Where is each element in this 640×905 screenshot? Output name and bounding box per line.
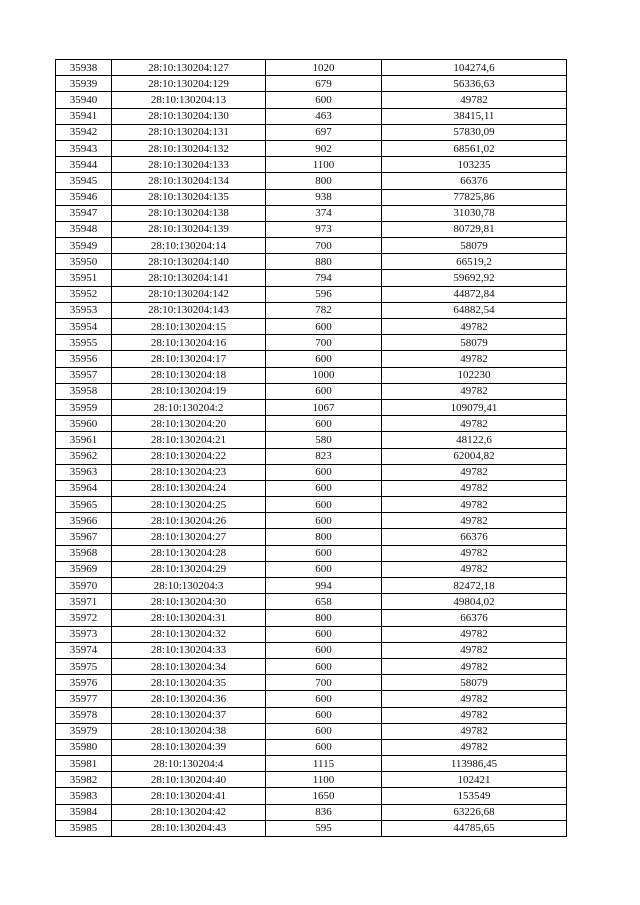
row-number-cell: 35967: [56, 529, 112, 545]
cadastral-value-cell: 57830,09: [382, 124, 567, 140]
area-cell: 600: [266, 497, 382, 513]
cadastral-number-cell: 28:10:130204:16: [112, 335, 266, 351]
table-row: [56, 642, 567, 658]
table-row: [56, 205, 567, 221]
cadastral-value-cell: 58079: [382, 335, 567, 351]
area-cell: 800: [266, 529, 382, 545]
table-row: [56, 319, 567, 335]
row-number-cell: 35978: [56, 707, 112, 723]
area-cell: 1020: [266, 60, 382, 76]
area-cell: 600: [266, 319, 382, 335]
area-cell: 600: [266, 658, 382, 674]
cadastral-value-cell: 49782: [382, 464, 567, 480]
table-row: [56, 416, 567, 432]
cadastral-number-cell: 28:10:130204:130: [112, 108, 266, 124]
table-row: [56, 739, 567, 755]
cadastral-value-cell: 63226,68: [382, 804, 567, 820]
table-row: [56, 578, 567, 594]
row-number-cell: 35969: [56, 561, 112, 577]
area-cell: 600: [266, 464, 382, 480]
table-row: [56, 286, 567, 302]
cadastral-value-cell: 77825,86: [382, 189, 567, 205]
table-row: [56, 60, 567, 76]
row-number-cell: 35983: [56, 788, 112, 804]
cadastral-number-cell: 28:10:130204:28: [112, 545, 266, 561]
area-cell: 600: [266, 513, 382, 529]
row-number-cell: 35947: [56, 205, 112, 221]
cadastral-value-cell: 80729,81: [382, 221, 567, 237]
table-row: [56, 270, 567, 286]
area-cell: 463: [266, 108, 382, 124]
cadastral-number-cell: 28:10:130204:135: [112, 189, 266, 205]
cadastral-value-cell: 49782: [382, 497, 567, 513]
row-number-cell: 35971: [56, 594, 112, 610]
cadastral-value-cell: 49782: [382, 383, 567, 399]
area-cell: 823: [266, 448, 382, 464]
row-number-cell: 35977: [56, 691, 112, 707]
cadastral-number-cell: 28:10:130204:14: [112, 238, 266, 254]
table-row: [56, 351, 567, 367]
area-cell: 1000: [266, 367, 382, 383]
area-cell: 1100: [266, 157, 382, 173]
row-number-cell: 35957: [56, 367, 112, 383]
cadastral-value-cell: 59692,92: [382, 270, 567, 286]
row-number-cell: 35963: [56, 464, 112, 480]
cadastral-number-cell: 28:10:130204:22: [112, 448, 266, 464]
document-page: [55, 59, 566, 837]
cadastral-number-cell: 28:10:130204:43: [112, 820, 266, 836]
area-cell: 600: [266, 92, 382, 108]
row-number-cell: 35960: [56, 416, 112, 432]
cadastral-value-cell: 58079: [382, 238, 567, 254]
row-number-cell: 35966: [56, 513, 112, 529]
table-row: [56, 561, 567, 577]
row-number-cell: 35974: [56, 642, 112, 658]
area-cell: 600: [266, 383, 382, 399]
cadastral-number-cell: 28:10:130204:21: [112, 432, 266, 448]
cadastral-number-cell: 28:10:130204:133: [112, 157, 266, 173]
table-row: [56, 772, 567, 788]
table-row: [56, 432, 567, 448]
row-number-cell: 35961: [56, 432, 112, 448]
row-number-cell: 35956: [56, 351, 112, 367]
cadastral-number-cell: 28:10:130204:4: [112, 756, 266, 772]
row-number-cell: 35945: [56, 173, 112, 189]
row-number-cell: 35984: [56, 804, 112, 820]
cadastral-value-cell: 66376: [382, 610, 567, 626]
row-number-cell: 35951: [56, 270, 112, 286]
cadastral-number-cell: 28:10:130204:140: [112, 254, 266, 270]
area-cell: 600: [266, 723, 382, 739]
cadastral-value-cell: 38415,11: [382, 108, 567, 124]
row-number-cell: 35973: [56, 626, 112, 642]
table-row: [56, 513, 567, 529]
area-cell: 973: [266, 221, 382, 237]
table-row: [56, 804, 567, 820]
cadastral-number-cell: 28:10:130204:41: [112, 788, 266, 804]
cadastral-number-cell: 28:10:130204:24: [112, 480, 266, 496]
row-number-cell: 35964: [56, 480, 112, 496]
table-row: [56, 675, 567, 691]
table-row: [56, 399, 567, 415]
area-cell: 580: [266, 432, 382, 448]
table-body: [56, 60, 567, 837]
row-number-cell: 35979: [56, 723, 112, 739]
cadastral-value-cell: 68561,02: [382, 140, 567, 156]
area-cell: 600: [266, 642, 382, 658]
area-cell: 600: [266, 707, 382, 723]
area-cell: 902: [266, 140, 382, 156]
table-row: [56, 124, 567, 140]
table-row: [56, 723, 567, 739]
cadastral-number-cell: 28:10:130204:141: [112, 270, 266, 286]
cadastral-number-cell: 28:10:130204:142: [112, 286, 266, 302]
row-number-cell: 35985: [56, 820, 112, 836]
table-row: [56, 658, 567, 674]
table-row: [56, 383, 567, 399]
cadastral-value-cell: 48122,6: [382, 432, 567, 448]
cadastral-number-cell: 28:10:130204:37: [112, 707, 266, 723]
cadastral-value-cell: 49782: [382, 92, 567, 108]
area-cell: 700: [266, 238, 382, 254]
cadastral-number-cell: 28:10:130204:42: [112, 804, 266, 820]
table-row: [56, 820, 567, 836]
area-cell: 596: [266, 286, 382, 302]
table-row: [56, 92, 567, 108]
table-row: [56, 221, 567, 237]
row-number-cell: 35942: [56, 124, 112, 140]
cadastral-value-cell: 66519,2: [382, 254, 567, 270]
cadastral-value-table: [55, 59, 567, 837]
cadastral-number-cell: 28:10:130204:30: [112, 594, 266, 610]
area-cell: 658: [266, 594, 382, 610]
area-cell: 600: [266, 351, 382, 367]
table-row: [56, 108, 567, 124]
row-number-cell: 35981: [56, 756, 112, 772]
area-cell: 1115: [266, 756, 382, 772]
cadastral-value-cell: 153549: [382, 788, 567, 804]
cadastral-value-cell: 58079: [382, 675, 567, 691]
cadastral-value-cell: 62004,82: [382, 448, 567, 464]
area-cell: 836: [266, 804, 382, 820]
area-cell: 794: [266, 270, 382, 286]
row-number-cell: 35944: [56, 157, 112, 173]
table-row: [56, 254, 567, 270]
cadastral-value-cell: 56336,63: [382, 76, 567, 92]
cadastral-value-cell: 49782: [382, 723, 567, 739]
cadastral-value-cell: 49804,02: [382, 594, 567, 610]
cadastral-number-cell: 28:10:130204:32: [112, 626, 266, 642]
cadastral-value-cell: 104274,6: [382, 60, 567, 76]
area-cell: 697: [266, 124, 382, 140]
area-cell: 938: [266, 189, 382, 205]
area-cell: 600: [266, 626, 382, 642]
table-row: [56, 594, 567, 610]
table-row: [56, 497, 567, 513]
cadastral-number-cell: 28:10:130204:143: [112, 302, 266, 318]
cadastral-value-cell: 49782: [382, 626, 567, 642]
row-number-cell: 35946: [56, 189, 112, 205]
area-cell: 994: [266, 578, 382, 594]
cadastral-value-cell: 103235: [382, 157, 567, 173]
row-number-cell: 35941: [56, 108, 112, 124]
cadastral-number-cell: 28:10:130204:17: [112, 351, 266, 367]
row-number-cell: 35959: [56, 399, 112, 415]
row-number-cell: 35949: [56, 238, 112, 254]
row-number-cell: 35955: [56, 335, 112, 351]
table-row: [56, 335, 567, 351]
area-cell: 800: [266, 610, 382, 626]
area-cell: 800: [266, 173, 382, 189]
cadastral-number-cell: 28:10:130204:25: [112, 497, 266, 513]
row-number-cell: 35953: [56, 302, 112, 318]
row-number-cell: 35940: [56, 92, 112, 108]
table-row: [56, 707, 567, 723]
cadastral-number-cell: 28:10:130204:132: [112, 140, 266, 156]
table-row: [56, 76, 567, 92]
cadastral-value-cell: 66376: [382, 529, 567, 545]
cadastral-number-cell: 28:10:130204:139: [112, 221, 266, 237]
table-row: [56, 173, 567, 189]
area-cell: 600: [266, 545, 382, 561]
row-number-cell: 35958: [56, 383, 112, 399]
cadastral-number-cell: 28:10:130204:29: [112, 561, 266, 577]
cadastral-number-cell: 28:10:130204:138: [112, 205, 266, 221]
cadastral-number-cell: 28:10:130204:2: [112, 399, 266, 415]
table-row: [56, 140, 567, 156]
cadastral-value-cell: 82472,18: [382, 578, 567, 594]
cadastral-value-cell: 49782: [382, 691, 567, 707]
row-number-cell: 35975: [56, 658, 112, 674]
table-row: [56, 610, 567, 626]
cadastral-value-cell: 109079,41: [382, 399, 567, 415]
area-cell: 595: [266, 820, 382, 836]
area-cell: 600: [266, 480, 382, 496]
cadastral-value-cell: 49782: [382, 480, 567, 496]
cadastral-number-cell: 28:10:130204:131: [112, 124, 266, 140]
area-cell: 782: [266, 302, 382, 318]
area-cell: 1067: [266, 399, 382, 415]
area-cell: 700: [266, 335, 382, 351]
cadastral-value-cell: 49782: [382, 707, 567, 723]
row-number-cell: 35938: [56, 60, 112, 76]
area-cell: 600: [266, 739, 382, 755]
cadastral-value-cell: 49782: [382, 642, 567, 658]
cadastral-number-cell: 28:10:130204:26: [112, 513, 266, 529]
table-row: [56, 480, 567, 496]
cadastral-value-cell: 49782: [382, 416, 567, 432]
table-row: [56, 238, 567, 254]
row-number-cell: 35948: [56, 221, 112, 237]
cadastral-number-cell: 28:10:130204:39: [112, 739, 266, 755]
table-row: [56, 788, 567, 804]
row-number-cell: 35950: [56, 254, 112, 270]
area-cell: 600: [266, 416, 382, 432]
table-row: [56, 691, 567, 707]
table-row: [56, 367, 567, 383]
cadastral-value-cell: 49782: [382, 513, 567, 529]
cadastral-number-cell: 28:10:130204:20: [112, 416, 266, 432]
cadastral-value-cell: 113986,45: [382, 756, 567, 772]
cadastral-value-cell: 49782: [382, 739, 567, 755]
area-cell: 1650: [266, 788, 382, 804]
row-number-cell: 35980: [56, 739, 112, 755]
cadastral-number-cell: 28:10:130204:127: [112, 60, 266, 76]
row-number-cell: 35939: [56, 76, 112, 92]
cadastral-value-cell: 44872,84: [382, 286, 567, 302]
cadastral-value-cell: 49782: [382, 561, 567, 577]
cadastral-value-cell: 31030,78: [382, 205, 567, 221]
cadastral-value-cell: 49782: [382, 319, 567, 335]
row-number-cell: 35976: [56, 675, 112, 691]
cadastral-number-cell: 28:10:130204:18: [112, 367, 266, 383]
cadastral-number-cell: 28:10:130204:15: [112, 319, 266, 335]
cadastral-number-cell: 28:10:130204:35: [112, 675, 266, 691]
cadastral-value-cell: 49782: [382, 545, 567, 561]
table-row: [56, 189, 567, 205]
cadastral-number-cell: 28:10:130204:23: [112, 464, 266, 480]
cadastral-value-cell: 64882,54: [382, 302, 567, 318]
cadastral-number-cell: 28:10:130204:27: [112, 529, 266, 545]
cadastral-number-cell: 28:10:130204:34: [112, 658, 266, 674]
area-cell: 880: [266, 254, 382, 270]
area-cell: 700: [266, 675, 382, 691]
area-cell: 1100: [266, 772, 382, 788]
table-row: [56, 157, 567, 173]
row-number-cell: 35965: [56, 497, 112, 513]
row-number-cell: 35968: [56, 545, 112, 561]
table-row: [56, 302, 567, 318]
area-cell: 679: [266, 76, 382, 92]
cadastral-value-cell: 44785,65: [382, 820, 567, 836]
cadastral-number-cell: 28:10:130204:19: [112, 383, 266, 399]
row-number-cell: 35970: [56, 578, 112, 594]
row-number-cell: 35943: [56, 140, 112, 156]
table-row: [56, 529, 567, 545]
row-number-cell: 35962: [56, 448, 112, 464]
cadastral-number-cell: 28:10:130204:13: [112, 92, 266, 108]
cadastral-number-cell: 28:10:130204:36: [112, 691, 266, 707]
area-cell: 600: [266, 691, 382, 707]
table-row: [56, 448, 567, 464]
cadastral-value-cell: 49782: [382, 658, 567, 674]
area-cell: 374: [266, 205, 382, 221]
cadastral-value-cell: 102421: [382, 772, 567, 788]
cadastral-number-cell: 28:10:130204:38: [112, 723, 266, 739]
cadastral-number-cell: 28:10:130204:40: [112, 772, 266, 788]
table-row: [56, 756, 567, 772]
cadastral-number-cell: 28:10:130204:134: [112, 173, 266, 189]
cadastral-value-cell: 66376: [382, 173, 567, 189]
row-number-cell: 35982: [56, 772, 112, 788]
row-number-cell: 35952: [56, 286, 112, 302]
table-row: [56, 545, 567, 561]
table-row: [56, 464, 567, 480]
row-number-cell: 35954: [56, 319, 112, 335]
area-cell: 600: [266, 561, 382, 577]
cadastral-number-cell: 28:10:130204:129: [112, 76, 266, 92]
cadastral-number-cell: 28:10:130204:33: [112, 642, 266, 658]
table-row: [56, 626, 567, 642]
cadastral-number-cell: 28:10:130204:3: [112, 578, 266, 594]
cadastral-value-cell: 49782: [382, 351, 567, 367]
cadastral-value-cell: 102230: [382, 367, 567, 383]
cadastral-number-cell: 28:10:130204:31: [112, 610, 266, 626]
row-number-cell: 35972: [56, 610, 112, 626]
